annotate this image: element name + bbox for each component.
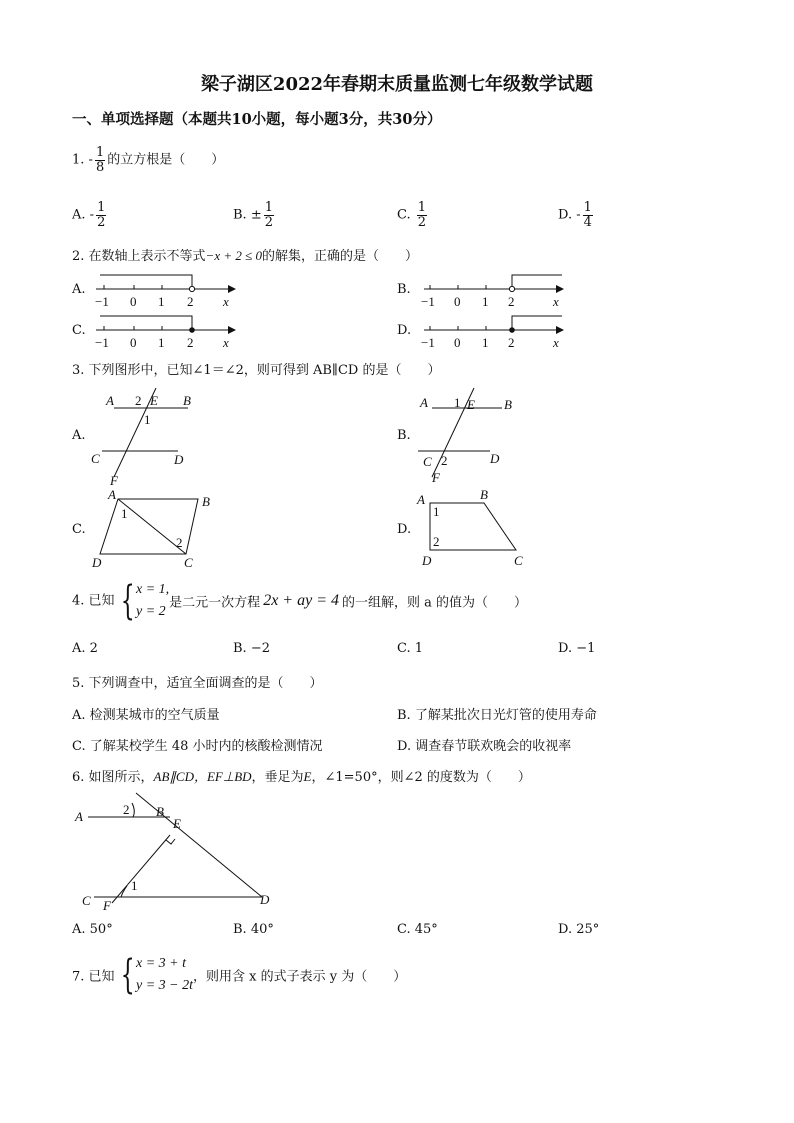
label-b: B — [480, 487, 488, 502]
q3-option-c[interactable] — [72, 522, 86, 537]
label-b: B — [156, 804, 164, 819]
q3-b-label: B. — [397, 428, 411, 443]
angle-2-arc — [132, 803, 134, 817]
q3-option-d[interactable] — [397, 522, 411, 537]
q1-option-d[interactable] — [558, 201, 595, 229]
tick-label: 1 — [482, 335, 489, 350]
q7-text-a: 7. 已知 — [72, 969, 115, 985]
q4-option-b[interactable]: B. −2 — [233, 641, 270, 656]
solution-bracket — [100, 316, 192, 330]
q2-a-label: A. — [72, 282, 86, 297]
q6-foot: E — [303, 769, 312, 784]
parallelogram — [100, 499, 198, 554]
line-ef — [112, 835, 170, 903]
angle-2-label: 2 — [441, 453, 448, 468]
label-c: C — [423, 454, 432, 469]
question-5: 5. 下列调查中，适宜全面调查的是（ ） — [72, 676, 323, 691]
label-e: E — [150, 393, 158, 408]
label-e: E — [467, 397, 475, 412]
q6-option-c[interactable]: C. 45° — [397, 922, 438, 937]
tick-label: −1 — [95, 294, 109, 309]
label-d: D — [174, 452, 184, 467]
q6-option-d[interactable]: D. 25° — [558, 922, 600, 937]
label-b: B — [504, 397, 512, 412]
q3-a-figure — [88, 385, 208, 490]
q6-option-a[interactable]: A. 50° — [72, 922, 113, 937]
label-c: C — [91, 451, 100, 466]
tick-label: 1 — [158, 335, 165, 350]
label-a: A — [108, 487, 116, 502]
right-angle-mark — [166, 839, 175, 844]
q1-d-den: 4 — [583, 214, 592, 230]
tick-label: 0 — [130, 335, 137, 350]
q2-expr: −x + 2 ≤ 0 — [205, 248, 262, 263]
solution-bracket — [512, 275, 562, 289]
q5-option-c[interactable]: C. 了解某校学生 48 小时内的核酸检测情况 — [72, 739, 323, 754]
tick-label: −1 — [421, 335, 435, 350]
axis-var: x — [223, 335, 229, 350]
label-f: F — [110, 473, 118, 488]
q3-option-a[interactable] — [72, 428, 86, 443]
label-d: D — [92, 555, 102, 570]
q1-d-num: 1 — [583, 200, 592, 215]
axis-var: x — [223, 294, 229, 309]
tick-label: 0 — [454, 335, 461, 350]
tick-label: 1 — [482, 294, 489, 309]
q1-fraction — [95, 146, 105, 174]
label-c: C — [514, 553, 523, 568]
tick-label: 0 — [454, 294, 461, 309]
question-3: 3. 下列图形中，已知∠1＝∠2，则可得到 AB∥CD 的是（ ） — [72, 363, 441, 378]
q2-d-number-line — [420, 311, 570, 351]
q1-a-frac — [96, 201, 106, 229]
label-a: A — [417, 492, 425, 507]
q1-option-c[interactable] — [397, 201, 429, 229]
label-f: F — [103, 898, 111, 913]
q1-c-den: 2 — [417, 214, 427, 230]
q3-d-figure — [416, 486, 536, 570]
q3-option-b[interactable] — [397, 428, 411, 443]
q1-number: 1. — [72, 152, 85, 168]
q7-eq1: x = 3 + t — [136, 956, 186, 971]
q6-condition: AB∥CD，EF⊥BD — [153, 769, 252, 784]
q1-d-label: D. — [558, 207, 573, 223]
label-b: B — [183, 393, 191, 408]
angle-2-label: 2 — [135, 393, 142, 408]
q1-option-b[interactable] — [233, 201, 276, 229]
question-6 — [72, 766, 531, 785]
arrow-icon — [228, 326, 236, 334]
q1-c-label: C. — [397, 207, 411, 223]
q7-text-b: ，则用含 x 的式子表示 y 为（ ） — [193, 969, 407, 985]
angle-2-label: 2 — [433, 534, 440, 549]
q2-text-b: 的解集，正确的是（ ） — [262, 249, 419, 264]
arrow-icon — [556, 285, 564, 293]
question-2 — [72, 245, 418, 264]
angle-1-label: 1 — [131, 878, 138, 893]
solid-dot — [509, 327, 515, 333]
q2-c-number-line — [92, 311, 242, 351]
q1-c-num: 1 — [417, 200, 427, 215]
q2-b-number-line — [420, 270, 570, 310]
q3-a-label: A. — [72, 428, 86, 443]
q1-a-sign: - — [89, 207, 95, 223]
label-a: A — [420, 395, 428, 410]
q1-frac-den: 8 — [95, 159, 105, 175]
q1-minus: - — [88, 152, 93, 168]
q6-text-a: 6. 如图所示， — [72, 770, 154, 785]
question-4 — [72, 579, 527, 623]
q4-text-c: 的一组解，则 a 的值为（ ） — [341, 595, 527, 611]
q4-text-a: 4. 已知 — [72, 593, 115, 609]
q2-option-b[interactable] — [397, 282, 411, 297]
q7-eq2: y = 3 − 2t — [136, 978, 193, 993]
q2-a-number-line — [92, 270, 242, 310]
q6-option-b[interactable]: B. 40° — [233, 922, 274, 937]
q3-c-label: C. — [72, 522, 86, 537]
q2-d-label: D. — [397, 323, 412, 338]
brace-icon: { — [120, 952, 135, 998]
tick-label: 2 — [508, 335, 515, 350]
axis-var: x — [553, 335, 559, 350]
q2-option-a[interactable] — [72, 282, 86, 297]
label-a: A — [106, 393, 114, 408]
q2-text-a: 2. 在数轴上表示不等式 — [72, 249, 206, 264]
q6-figure — [74, 790, 284, 915]
q4-eq1: x = 1, — [136, 582, 170, 597]
q5-option-a[interactable]: A. 检测某城市的空气质量 — [72, 708, 220, 723]
q1-option-a[interactable] — [72, 201, 108, 229]
q4-eq2: y = 2 — [136, 604, 166, 619]
line-bd — [136, 793, 262, 897]
angle-2-label: 2 — [176, 535, 183, 550]
q6-text-b: ，垂足为 — [251, 770, 304, 785]
label-c: C — [184, 555, 193, 570]
page-title: 梁子湖区2022年春期末质量监测七年级数学试题 — [200, 74, 594, 95]
axis-var: x — [553, 294, 559, 309]
q4-expr: 2x + ay = 4 — [263, 592, 339, 609]
brace-icon: { — [120, 578, 135, 624]
q4-text-b: 是二元一次方程 — [169, 595, 261, 611]
tick-label: −1 — [95, 335, 109, 350]
arrow-icon — [228, 285, 236, 293]
q5-option-b[interactable]: B. 了解某批次日光灯管的使用寿命 — [397, 708, 597, 723]
q1-d-frac — [583, 201, 593, 229]
label-c: C — [82, 893, 91, 908]
angle-1-label: 1 — [121, 506, 128, 521]
q1-a-label: A. — [72, 207, 86, 223]
label-d: D — [260, 892, 270, 907]
q1-b-sign: ± — [250, 207, 262, 223]
q1-text: 的立方根是（ ） — [107, 152, 225, 168]
q3-c-figure — [90, 486, 220, 570]
label-b: B — [202, 494, 210, 509]
q1-b-num: 1 — [264, 200, 274, 215]
q6-text-c: ，∠1=50°，则∠2 的度数为（ ） — [311, 770, 531, 785]
q1-frac-num: 1 — [95, 145, 105, 160]
angle-1-label: 1 — [144, 412, 151, 427]
q4-option-c[interactable]: C. 1 — [397, 641, 424, 656]
tick-label: 0 — [130, 294, 137, 309]
angle-1-label: 1 — [454, 395, 461, 410]
label-e: E — [173, 816, 181, 831]
solution-bracket — [512, 316, 562, 330]
q2-c-label: C. — [72, 323, 86, 338]
tick-label: 1 — [158, 294, 165, 309]
q1-b-label: B. — [233, 207, 247, 223]
tick-label: 2 — [187, 294, 194, 309]
q7-system — [115, 953, 193, 997]
arrow-icon — [556, 326, 564, 334]
label-f: F — [432, 470, 440, 485]
q2-option-d[interactable] — [397, 323, 411, 338]
question-7 — [72, 953, 406, 997]
q4-system — [115, 579, 170, 623]
angle-2-label: 2 — [123, 802, 130, 817]
open-dot — [509, 286, 514, 291]
open-dot — [189, 286, 194, 291]
tick-label: −1 — [421, 294, 435, 309]
solution-bracket — [100, 275, 192, 289]
label-a: A — [75, 809, 83, 824]
tick-label: 2 — [187, 335, 194, 350]
q4-option-a[interactable]: A. 2 — [72, 641, 98, 656]
q1-b-den: 2 — [264, 214, 274, 230]
question-1 — [72, 146, 224, 174]
q3-b-figure — [412, 385, 532, 490]
solid-dot — [189, 327, 195, 333]
tick-label: 2 — [508, 294, 515, 309]
q2-option-c[interactable] — [72, 323, 86, 338]
label-d: D — [490, 451, 500, 466]
label-d: D — [422, 553, 432, 568]
q1-d-sign: - — [576, 207, 581, 223]
q5-option-d[interactable]: D. 调查春节联欢晚会的收视率 — [397, 739, 572, 754]
q2-b-label: B. — [397, 282, 411, 297]
q4-option-d[interactable]: D. −1 — [558, 641, 596, 656]
q1-c-frac — [417, 201, 427, 229]
q1-a-num: 1 — [97, 200, 106, 215]
angle-1-label: 1 — [433, 504, 440, 519]
section-heading: 一、单项选择题（本题共10小题，每小题3分，共30分） — [72, 111, 442, 128]
q1-b-frac — [264, 201, 274, 229]
trapezoid — [430, 503, 516, 550]
q1-a-den: 2 — [97, 214, 106, 230]
q3-d-label: D. — [397, 522, 412, 537]
